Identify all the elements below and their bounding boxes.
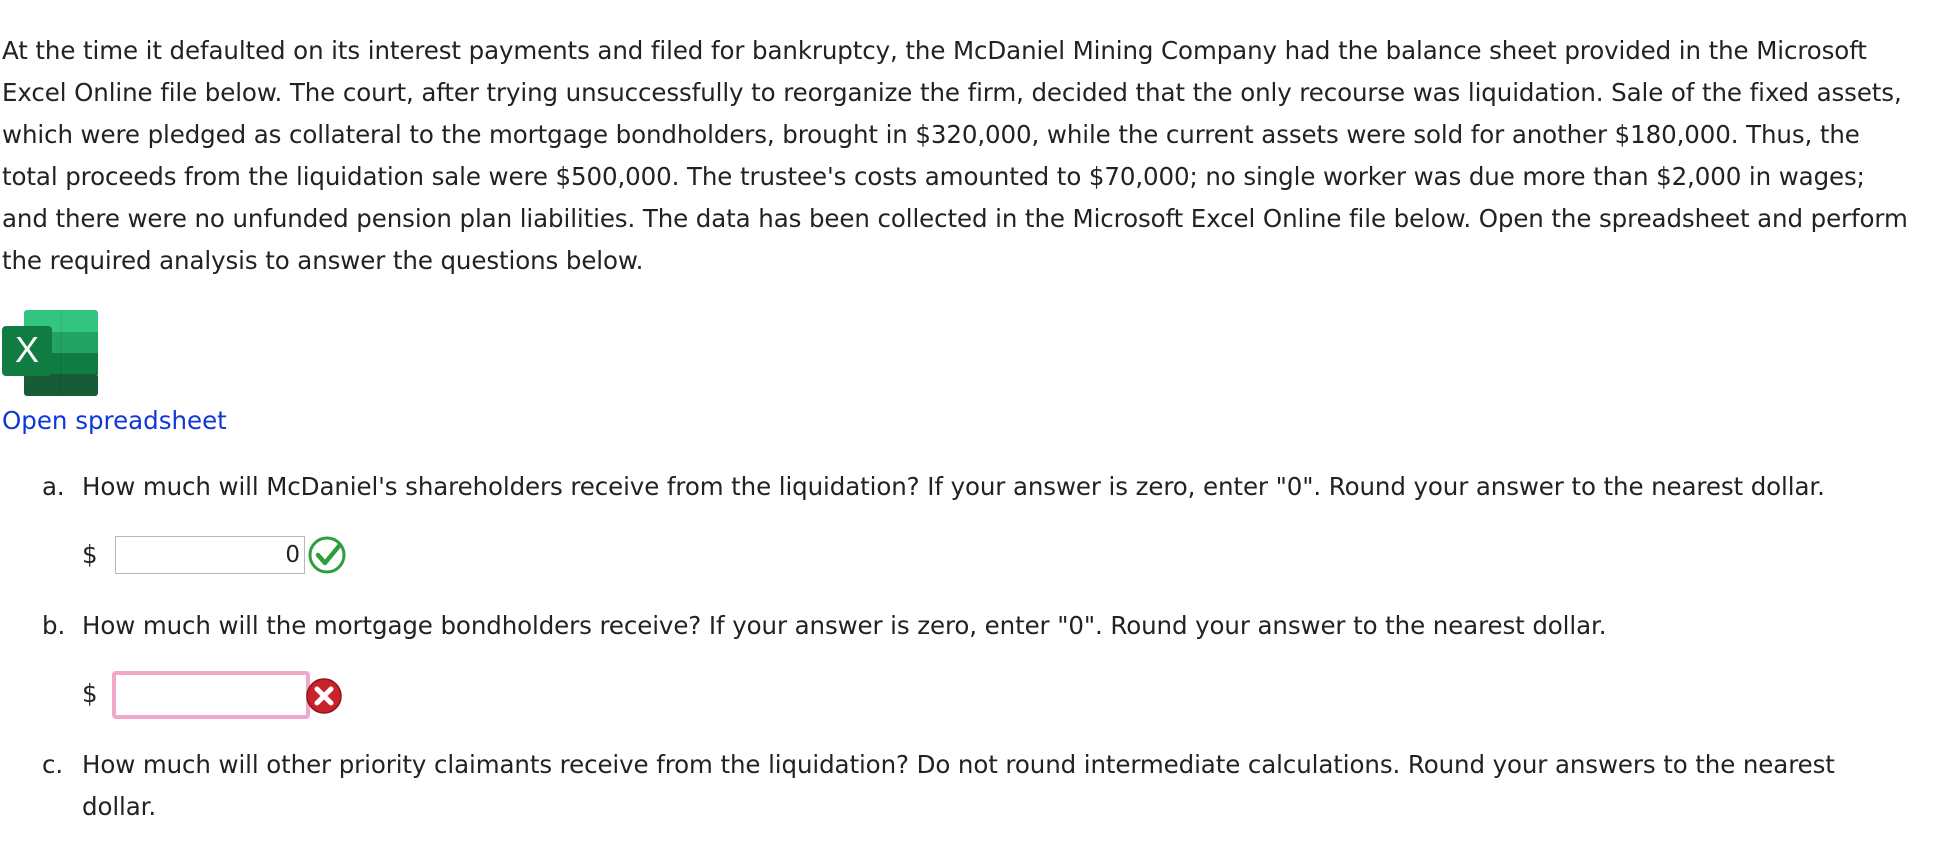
question-text: How much will the mortgage bondholders receive? If your answer is zero, enter "0". Round your answer to the nearest dollar. xyxy=(82,611,1607,640)
check-icon xyxy=(308,536,346,574)
problem-line: and there were no unfunded pension plan liabilities. The data has been collected in the Microsoft Excel Online file below. Open the spreadsheet and perform xyxy=(2,204,1908,233)
question-text-continued: dollar. xyxy=(82,792,157,821)
problem-line: At the time it defaulted on its interest payments and filed for bankruptcy, the McDaniel Mining Company had the balance sheet provided in the Microsoft xyxy=(2,36,1867,65)
question-a xyxy=(42,466,1825,508)
question-text: How much will other priority claimants receive from the liquidation? Do not round intermediate calculations. Round your answers to the nearest xyxy=(82,750,1835,779)
problem-line: Excel Online file below. The court, after trying unsuccessfully to reorganize the firm, decided that the only recourse was liquidation. Sale of the fixed assets, xyxy=(2,78,1902,107)
open-spreadsheet-link[interactable]: Open spreadsheet xyxy=(2,406,227,435)
cross-icon xyxy=(305,677,343,715)
answer-b-input[interactable] xyxy=(112,671,310,719)
problem-line: the required analysis to answer the questions below. xyxy=(2,246,644,275)
answer-a-input[interactable] xyxy=(115,536,305,574)
question-letter: a. xyxy=(42,472,65,501)
currency-symbol: $ xyxy=(82,679,98,708)
excel-icon[interactable] xyxy=(2,310,98,396)
problem-line: which were pledged as collateral to the mortgage bondholders, brought in $320,000, while the current assets were sold for another $180,000. Thus, the xyxy=(2,120,1860,149)
question-c xyxy=(42,744,1835,828)
excel-letter: X xyxy=(14,329,40,370)
question-letter: b. xyxy=(42,611,66,640)
currency-symbol: $ xyxy=(82,540,98,569)
question-text: How much will McDaniel's shareholders receive from the liquidation? If your answer is zero, enter "0". Round your answer to the nearest dollar. xyxy=(82,472,1825,501)
problem-statement xyxy=(2,30,1922,282)
question-b xyxy=(42,605,1606,647)
question-letter: c. xyxy=(42,750,64,779)
problem-line: total proceeds from the liquidation sale were $500,000. The trustee's costs amounted to $70,000; no single worker was due more than $2,000 in wages; xyxy=(2,162,1865,191)
